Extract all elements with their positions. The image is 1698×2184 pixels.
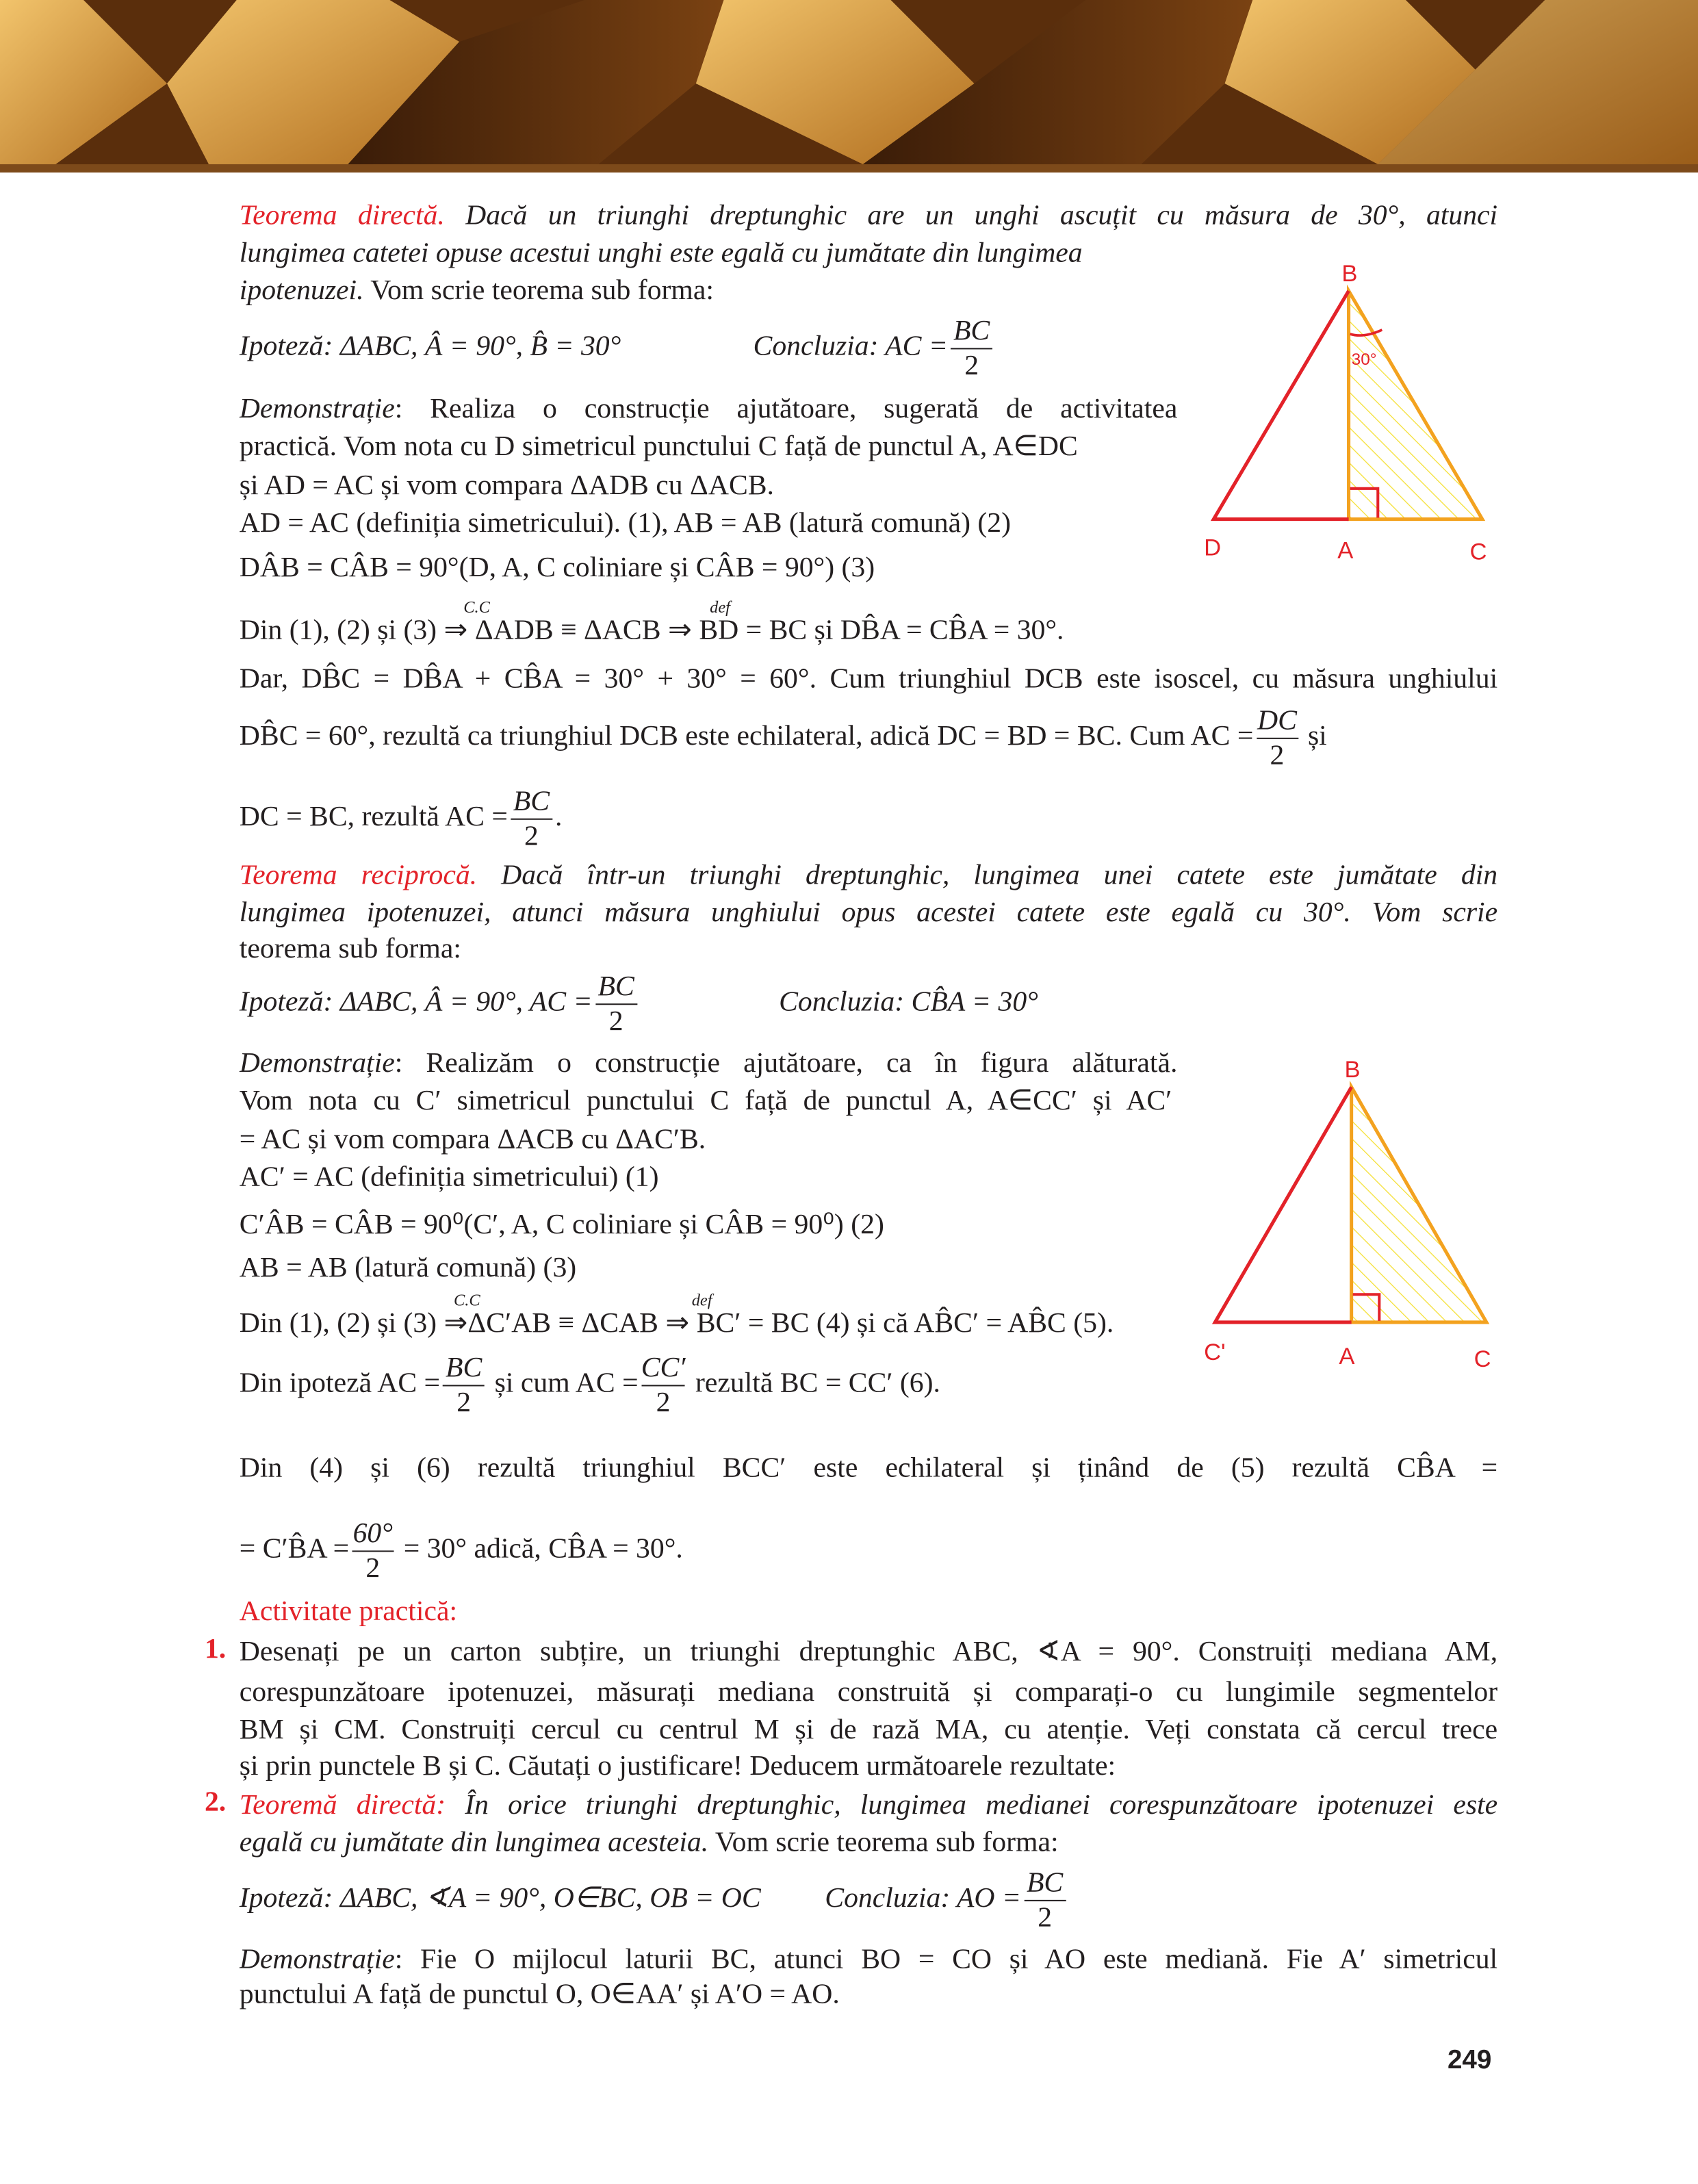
- text: Vom scrie teorema sub forma:: [363, 275, 714, 307]
- proof-line-4: AD = AC (definiția simetricului). (1), AB = AB (latură comună) (2): [239, 508, 1012, 539]
- label-a: A: [1339, 1343, 1355, 1370]
- proof-line-2: practică. Vom nota cu D simetricul punctului C față de punctul A, A∈DC: [239, 431, 1078, 463]
- denominator: 2: [964, 350, 979, 381]
- label-b: B: [1344, 1057, 1361, 1083]
- hypothesis-label: Ipoteză: [239, 986, 324, 1018]
- item-number-2: 2.: [204, 1787, 227, 1818]
- numerator: BC: [513, 786, 550, 817]
- denominator: 2: [456, 1387, 472, 1418]
- conclusion: : AC =: [869, 331, 949, 362]
- label-a: A: [1337, 537, 1354, 564]
- text: : Fie O mijlocul laturii BC, atunci BO = CO și AO este mediană. Fie A′ simetricul: [394, 1944, 1498, 1975]
- activity-1-line-1: Desenați pe un carton subțire, un triunghi dreptunghic ABC, ∢A = 90°. Construiți mediana AM,: [239, 1636, 1498, 1668]
- hypothesis-label: Ipoteză: [239, 1883, 324, 1914]
- text: Din ipoteză AC =: [239, 1368, 441, 1399]
- def-note: def: [691, 1290, 712, 1310]
- item-number-1: 1.: [204, 1634, 227, 1665]
- proof-label: Demonstrație: [239, 394, 395, 425]
- figure-2-triangle-bcc1: [1204, 1057, 1491, 1372]
- page-number: 249: [1447, 2046, 1492, 2076]
- text: .: [555, 801, 563, 833]
- def-note: def: [710, 597, 730, 617]
- proof2-line-3: = AC și vom compara ΔACB cu ΔAC′B.: [239, 1125, 706, 1155]
- conclusion-label: Concluzia: [753, 331, 869, 362]
- denominator: 2: [524, 821, 539, 852]
- angle-label: 30°: [1351, 350, 1377, 369]
- text: Dacă un triunghi dreptunghic are un unghi ascuțit cu măsura de 30°, atunci: [444, 200, 1498, 231]
- text: egală cu jumătate din lungimea acesteia.: [239, 1827, 709, 1858]
- proof2-line-5: C′ÂB = CÂB = 90⁰(C′, A, C coliniare și CÂB = 90⁰) (2): [239, 1209, 884, 1240]
- text: DC = BC, rezultă AC =: [239, 801, 508, 833]
- conclusion: : AO =: [940, 1883, 1022, 1914]
- activity-1-line-3: BM și CM. Construiți cercul cu centrul M și de rază MA, cu atenție. Veți constata că cercul trece: [239, 1714, 1498, 1746]
- proof2-line-7: Din (1), (2) și (3) ⇒ΔC′AB ≡ ΔCAB ⇒ BC′ = BC (4) și că AB̂C′ = AB̂C (5).: [239, 1308, 1114, 1339]
- cc-note: C.C: [453, 1290, 480, 1310]
- proof2-line-9: Din (4) și (6) rezultă triunghiul BCC′ este echilateral și ținând de (5) rezultă CB̂A =: [239, 1453, 1498, 1484]
- denominator: 2: [608, 1005, 623, 1037]
- text: În orice triunghi dreptunghic, lungimea medianei corespunzătoare ipotenuzei este: [446, 1790, 1498, 1821]
- proof2-line-4: AC′ = AC (definiția simetricului) (1): [239, 1162, 659, 1193]
- numerator: BC: [597, 971, 634, 1002]
- text: = C′B̂A =: [239, 1534, 350, 1565]
- hypothesis: : ΔABC, Â = 90°, AC =: [323, 986, 593, 1018]
- label-c-prime: C': [1204, 1339, 1226, 1365]
- denominator: 2: [1270, 740, 1285, 771]
- hypothesis: : ΔABC, ∢A = 90°, O∈BC, OB = OC: [323, 1883, 761, 1914]
- theorem-reciprocal-line-2: lungimea ipotenuzei, atunci măsura unghiului opus acestei catete este egală cu 30°. Vom scrie: [239, 897, 1498, 929]
- activity-1-line-2: corespunzătoare ipotenuzei, măsurați mediana construită și comparați-o cu lungimile segmentelor: [239, 1677, 1498, 1708]
- proof2-line-6: AB = AB (latură comună) (3): [239, 1252, 577, 1283]
- denominator: 2: [365, 1553, 381, 1584]
- text: = 30° adică, CB̂A = 30°.: [396, 1534, 683, 1565]
- hypothesis-label: Ipoteză: [239, 331, 324, 362]
- numerator: 60°: [352, 1518, 393, 1549]
- text: Vom scrie teorema sub forma:: [708, 1827, 1059, 1858]
- conclusion-label: Concluzia: [779, 986, 895, 1018]
- proof-line-7: Dar, DB̂C = DB̂A + CB̂A = 30° + 30° = 60°. Cum triunghiul DCB este isoscel, cu măsura unghiului: [239, 664, 1498, 695]
- conclusion: : CB̂A = 30°: [895, 986, 1038, 1018]
- text: : Realizăm o construcție ajutătoare, ca în figura alăturată.: [394, 1048, 1178, 1079]
- cc-note: C.C: [463, 597, 490, 617]
- proof-label: Demonstrație: [239, 1944, 395, 1975]
- proof3-line-2: punctului A față de punctul O, O∈AA′ și A′O = AO.: [239, 1979, 840, 2010]
- hypothesis: : ΔABC, Â = 90°, B̂ = 30°: [323, 331, 621, 362]
- numerator: DC: [1257, 705, 1297, 736]
- theorem-direct-title: Teorema directă.: [239, 200, 445, 231]
- figure-1-triangle-dbc: [1204, 261, 1487, 565]
- numerator: CC′: [641, 1352, 686, 1383]
- denominator: 2: [656, 1387, 671, 1418]
- theorem-direct-line-2: lungimea catetei opuse acestui unghi este egală cu jumătate din lungimea: [239, 237, 1083, 269]
- theorem-title: Teoremă directă:: [239, 1790, 446, 1821]
- conclusion-label: Concluzia: [825, 1883, 941, 1914]
- theorem-reciprocal-line-3: teorema sub forma:: [239, 934, 461, 965]
- numerator: BC: [1026, 1867, 1064, 1899]
- denominator: 2: [1038, 1902, 1053, 1934]
- label-c: C: [1469, 539, 1487, 565]
- theorem-reciprocal-title: Teorema reciprocă.: [239, 860, 478, 891]
- activity-1-line-4: și prin punctele B și C. Căutați o justificare! Deducem următoarele rezultate:: [239, 1751, 1116, 1782]
- text: rezultă BC = CC′ (6).: [688, 1368, 940, 1399]
- text: și cum AC =: [487, 1368, 639, 1399]
- label-c: C: [1474, 1346, 1491, 1372]
- numerator: BC: [446, 1352, 483, 1383]
- text: Dacă într-un triunghi dreptunghic, lungimea unei catete este jumătate din: [477, 860, 1498, 891]
- label-b: B: [1341, 260, 1358, 287]
- proof-line-6: Din (1), (2) și (3) ⇒ ΔADB ≡ ΔACB ⇒ BD = BC și DB̂A = CB̂A = 30°.: [239, 615, 1064, 646]
- text: și: [1300, 721, 1327, 752]
- text: DB̂C = 60°, rezultă ca triunghiul DCB este echilateral, adică DC = BD = BC. Cum AC =: [239, 721, 1254, 752]
- numerator: BC: [953, 316, 990, 346]
- proof-line-3: și AD = AC și vom compara ΔADB cu ΔACB.: [239, 470, 774, 502]
- text: : Realiza o construcție ajutătoare, sugerată de activitatea: [394, 394, 1178, 425]
- proof-label: Demonstrație: [239, 1048, 395, 1079]
- text: ipotenuzei.: [239, 275, 364, 307]
- proof-line-5: DÂB = CÂB = 90°(D, A, C coliniare și CÂB = 90°) (3): [239, 552, 875, 584]
- label-d: D: [1204, 535, 1222, 561]
- proof2-line-2: Vom nota cu C′ simetricul punctului C față de punctul A, A∈CC′ și AC′: [239, 1085, 1172, 1116]
- activity-title: Activitate practică:: [239, 1596, 458, 1628]
